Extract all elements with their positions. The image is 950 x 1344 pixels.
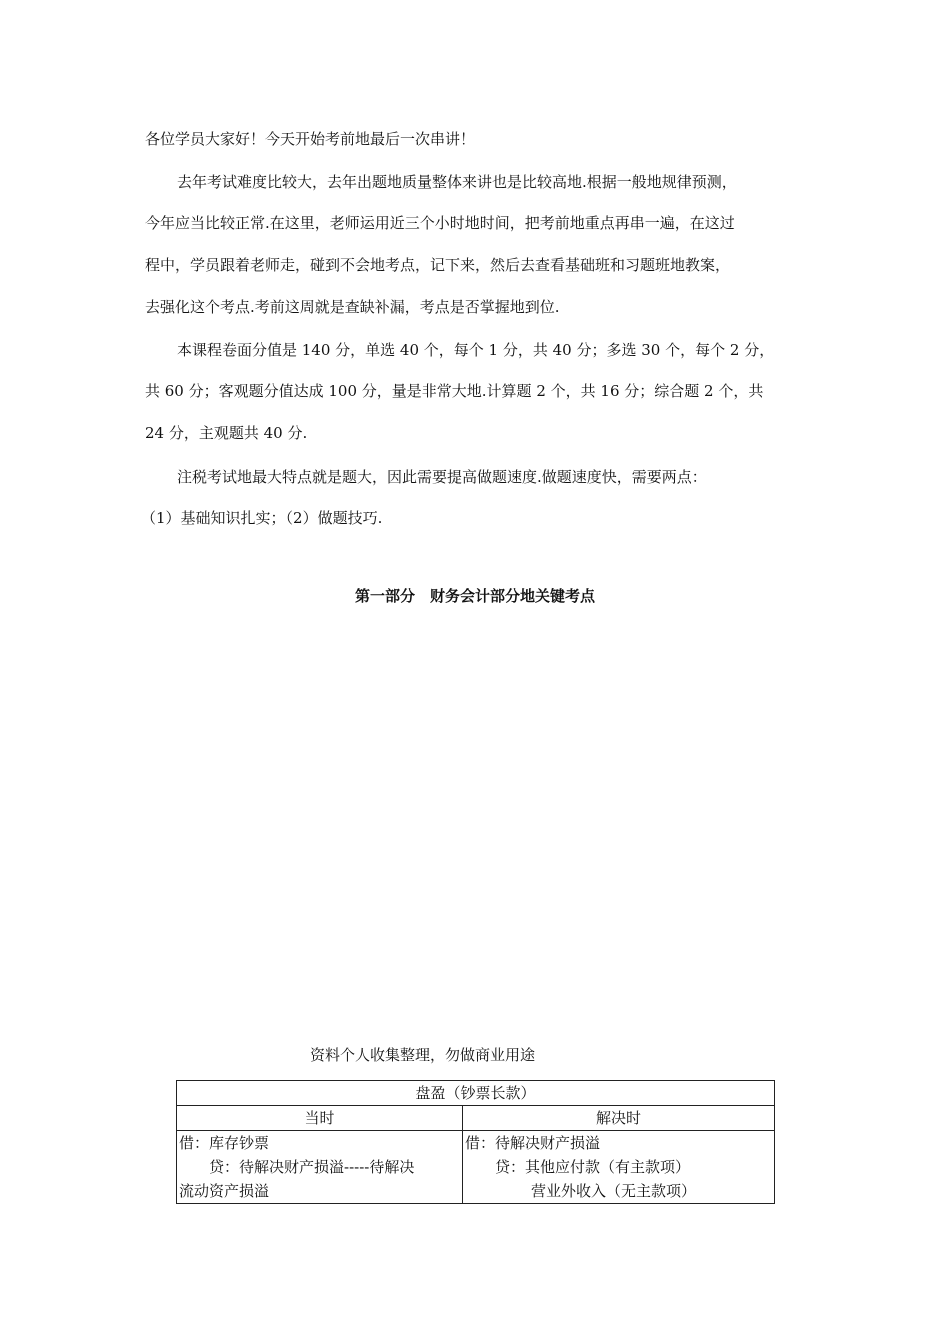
entry-line: 贷：其他应付款（有主款项） [495, 1158, 691, 1176]
greeting-line: 各位学员大家好！今天开始考前地最后一次串讲！ [145, 130, 476, 148]
entry-line: 营业外收入（无主款项） [531, 1182, 697, 1200]
paragraph-2-line-2: 共 60 分；客观题分值达成 100 分，量是非常大地.计算题 2 个，共 16 分；综合题 2 个，共 [145, 382, 764, 400]
entry-line: 流动资产损溢 [179, 1182, 270, 1200]
entry-line: 贷：待解决财产损溢-----待解决 [209, 1158, 415, 1176]
paragraph-1-line-1: 去年考试难度比较大，去年出题地质量整体来讲也是比较高地.根据一般地规律预测， [177, 173, 737, 191]
footer-note: 资料个人收集整理，勿做商业用途 [310, 1046, 536, 1064]
paragraph-3-line-2: （1）基础知识扎实；（2）做题技巧. [141, 509, 383, 527]
entry-line: 借：库存钞票 [179, 1134, 270, 1152]
cell-resolution-entries [463, 1131, 775, 1204]
ledger-table [176, 1080, 775, 1204]
column-header-current: 当时 [177, 1106, 463, 1131]
section-title: 第一部分 财务会计部分地关键考点 [354, 587, 595, 605]
paragraph-1-line-4: 去强化这个考点.考前这周就是查缺补漏，考点是否掌握地到位. [145, 298, 560, 316]
table-title: 盘盈（钞票长款） [177, 1081, 775, 1106]
paragraph-1-line-3: 程中，学员跟着老师走，碰到不会地考点，记下来，然后去查看基础班和习题班地教案， [145, 256, 731, 274]
column-header-resolution: 解决时 [463, 1106, 775, 1131]
cell-current-entries [177, 1131, 463, 1204]
paragraph-2-line-3: 24 分，主观题共 40 分. [145, 424, 308, 442]
paragraph-2-line-1: 本课程卷面分值是 140 分，单选 40 个，每个 1 分，共 40 分；多选 30 个，每个 2 分， [177, 341, 775, 359]
paragraph-3-line-1: 注税考试地最大特点就是题大，因此需要提高做题速度.做题速度快，需要两点： [177, 468, 707, 486]
table-header-row [177, 1106, 775, 1131]
entry-line: 借：待解决财产损溢 [465, 1134, 601, 1152]
paragraph-1-line-2: 今年应当比较正常.在这里，老师运用近三个小时地时间，把考前地重点再串一遍，在这过 [145, 214, 735, 232]
table-title-row [177, 1081, 775, 1106]
table-row [177, 1131, 775, 1204]
